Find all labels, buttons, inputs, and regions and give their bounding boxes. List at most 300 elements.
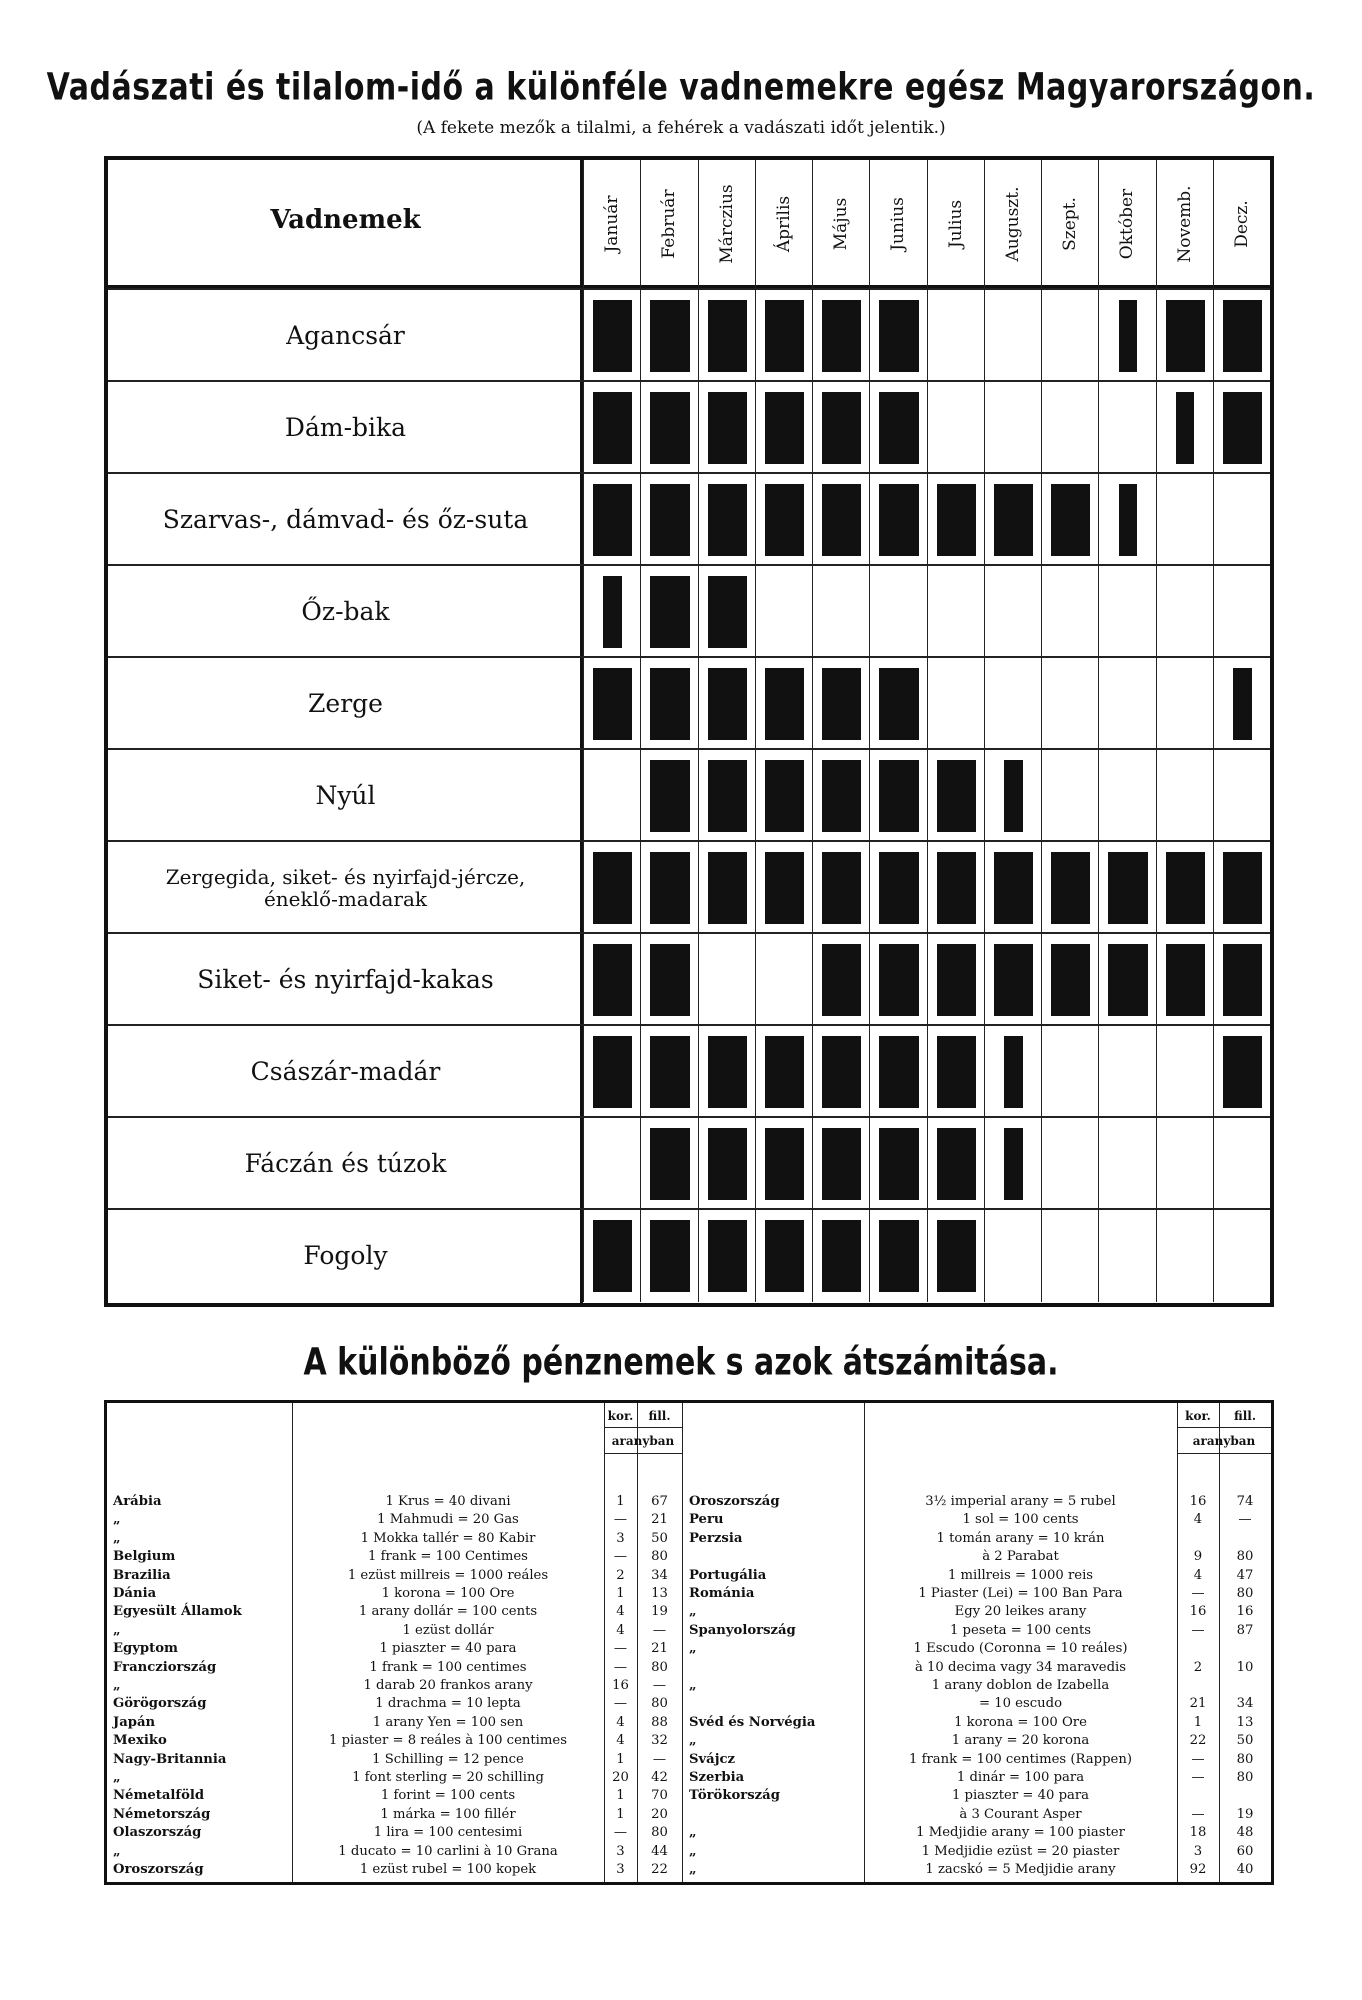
currency-country: Svájcz (689, 1751, 736, 1767)
currency-country: Belgium (113, 1549, 176, 1565)
month-cell (984, 566, 1041, 658)
currency-country: „ (689, 1825, 697, 1841)
page-subtitle: (A fekete mezők a tilalmi, a fehérek a vadászati időt jelentik.) (416, 118, 946, 138)
currency-kor-value: 20 (612, 1770, 629, 1785)
closed-season-mark (593, 668, 632, 740)
currency-description: 1 frank = 100 centimes (Rappen) (909, 1751, 1132, 1767)
closed-season-mark (994, 852, 1033, 924)
currency-country: „ (113, 1770, 121, 1785)
month-cell (927, 1026, 984, 1118)
currency-fill-value: 80 (1236, 1751, 1254, 1767)
month-header (1041, 160, 1098, 288)
month-cell (1156, 1026, 1213, 1118)
month-cell (1213, 382, 1270, 474)
currency-description: 1 forint = 100 cents (380, 1788, 516, 1804)
closed-season-mark (879, 300, 918, 372)
currency-description: 1 ezüst millreis = 1000 reáles (347, 1567, 549, 1583)
species-name: Őz-bak (301, 597, 390, 626)
closed-season-mark (937, 1036, 976, 1108)
month-cell (583, 382, 640, 474)
currency-country: „ (113, 1678, 121, 1693)
closed-season-mark (593, 1036, 632, 1108)
month-cell (869, 842, 926, 934)
month-cell (755, 1118, 812, 1210)
month-cell (698, 1026, 755, 1118)
currency-kor-value: — (613, 1549, 628, 1565)
currency-fill-value: 20 (651, 1806, 668, 1822)
closed-season-mark (708, 668, 747, 740)
currency-kor-value: 4 (616, 1714, 625, 1730)
month-header (927, 160, 984, 288)
currency-kor-value: 2 (616, 1567, 625, 1583)
currency-kor-value: 4 (616, 1622, 625, 1638)
closed-season-mark (765, 1128, 804, 1200)
month-header (1213, 160, 1270, 288)
currency-description: 1 arany Yen = 100 sen (372, 1714, 524, 1730)
currency-title: A különböző pénznemek s azok átszámitása. (303, 1340, 1059, 1385)
month-cell (927, 934, 984, 1026)
species-name-line: Zergegida, siket- és nyirfajd-jércze, (165, 865, 526, 889)
closed-season-mark (994, 944, 1033, 1016)
closed-season-mark (1176, 392, 1194, 464)
month-cell (984, 658, 1041, 750)
month-cell (755, 382, 812, 474)
currency-fill-value: 40 (1236, 1862, 1254, 1877)
month-header (812, 160, 869, 288)
currency-fill-value: 80 (651, 1549, 668, 1565)
currency-kor-value: — (613, 1825, 628, 1841)
month-cell (755, 934, 812, 1026)
month-cell (1098, 566, 1155, 658)
currency-kor-value: 16 (612, 1678, 629, 1693)
month-cell (640, 658, 697, 750)
currency-kor-value: 3 (616, 1530, 625, 1546)
month-cell (812, 474, 869, 566)
month-cell (984, 290, 1041, 382)
month-cell (698, 934, 755, 1026)
closed-season-mark (1166, 300, 1205, 372)
month-cell (927, 1210, 984, 1302)
currency-country: Mexiko (113, 1733, 167, 1749)
month-cell (1041, 658, 1098, 750)
closed-season-mark (593, 300, 632, 372)
month-label: Novemb. (1174, 185, 1195, 263)
species-column-header: Vadnemek (270, 205, 421, 235)
month-cell (583, 934, 640, 1026)
currency-fill-value: 19 (1236, 1806, 1254, 1822)
month-cell (869, 474, 926, 566)
currency-country: Egyesült Államok (113, 1604, 242, 1620)
closed-season-mark (765, 760, 804, 832)
species-name: Dám-bika (284, 413, 407, 442)
month-cell (1156, 842, 1213, 934)
month-cell (1041, 1118, 1098, 1210)
species-row (108, 656, 1270, 748)
month-cell (984, 842, 1041, 934)
month-cell (984, 1210, 1041, 1302)
currency-table (104, 1400, 1274, 1885)
closed-season-mark (593, 1220, 632, 1292)
month-cell (1156, 750, 1213, 842)
closed-season-mark (1223, 300, 1262, 372)
currency-country: Perzsia (689, 1530, 743, 1546)
month-cell (755, 658, 812, 750)
closed-season-mark (937, 484, 976, 556)
month-cell (927, 382, 984, 474)
closed-season-mark (822, 760, 861, 832)
closed-season-mark (650, 944, 689, 1016)
month-cell (927, 842, 984, 934)
month-cell (984, 1118, 1041, 1210)
month-cell (1098, 934, 1155, 1026)
month-cell (640, 474, 697, 566)
closed-season-mark (879, 1036, 918, 1108)
month-cell (812, 934, 869, 1026)
currency-fill-value: 80 (651, 1825, 668, 1841)
currency-country: Görögország (113, 1696, 207, 1712)
month-label: Szept. (1060, 197, 1081, 251)
month-cell (755, 1210, 812, 1302)
month-cell (1213, 566, 1270, 658)
closed-season-mark (1233, 668, 1251, 740)
month-header (755, 160, 812, 288)
month-header (1098, 160, 1155, 288)
currency-country: Francziország (113, 1659, 217, 1675)
month-cell (869, 566, 926, 658)
month-cell (927, 658, 984, 750)
currency-description: à 10 decima vagy 34 maravedis (914, 1659, 1127, 1675)
month-cell (1213, 474, 1270, 566)
closed-season-mark (1166, 944, 1205, 1016)
month-header (640, 160, 697, 288)
closed-season-mark (708, 852, 747, 924)
currency-description: 1 piaster = 8 reáles à 100 centimes (329, 1733, 567, 1749)
month-cell (583, 1118, 640, 1210)
currency-description: 1 frank = 100 centimes (369, 1659, 527, 1675)
currency-description: 1 sol = 100 cents (962, 1512, 1079, 1528)
currency-fill-value: 16 (1236, 1604, 1254, 1620)
month-cell (927, 750, 984, 842)
kor-header: kor. (1185, 1409, 1211, 1423)
month-cell (1098, 1210, 1155, 1302)
month-cell (755, 474, 812, 566)
currency-description: 1 piaszter = 40 para (379, 1641, 517, 1657)
closed-season-mark (650, 1220, 689, 1292)
month-label: Február (659, 189, 680, 259)
species-row (108, 288, 1270, 380)
currency-fill-value: 80 (651, 1696, 668, 1712)
currency-country: Olaszország (113, 1825, 202, 1841)
closed-season-mark (765, 1220, 804, 1292)
month-cell (1098, 290, 1155, 382)
closed-season-mark (593, 852, 632, 924)
currency-country: „ (689, 1862, 697, 1877)
month-cell (698, 474, 755, 566)
month-cell (583, 1026, 640, 1118)
currency-kor-value: 3 (1193, 1843, 1203, 1859)
header-divider (604, 1453, 682, 1454)
species-name: Zerge (308, 689, 383, 718)
species-name: Fáczán és túzok (244, 1149, 447, 1178)
currency-kor-value: — (613, 1696, 628, 1712)
currency-country: „ (113, 1530, 121, 1546)
closed-season-mark (937, 760, 976, 832)
closed-season-mark (650, 852, 689, 924)
currency-country: Japán (113, 1714, 156, 1730)
month-cell (755, 750, 812, 842)
species-name: Siket- és nyirfajd-kakas (197, 965, 494, 994)
month-cell (1098, 750, 1155, 842)
currency-country: „ (689, 1604, 697, 1620)
closed-season-mark (822, 668, 861, 740)
month-cell (812, 750, 869, 842)
closed-season-mark (1223, 1036, 1262, 1108)
fill-header: fill. (648, 1409, 671, 1423)
currency-kor-value: 1 (616, 1586, 625, 1601)
currency-description: 1 Medjidie arany = 100 piaster (916, 1825, 1125, 1841)
currency-kor-value: 22 (1189, 1733, 1207, 1749)
currency-fill-value: 13 (651, 1586, 668, 1601)
month-cell (698, 382, 755, 474)
month-cell (1041, 290, 1098, 382)
month-cell (1041, 382, 1098, 474)
currency-kor-value: 18 (1189, 1825, 1207, 1841)
species-row (108, 564, 1270, 656)
currency-kor-value: 2 (1193, 1659, 1203, 1675)
currency-kor-value: 16 (1189, 1494, 1207, 1509)
currency-fill-value: 42 (651, 1770, 668, 1785)
currency-country: Dánia (113, 1586, 157, 1601)
month-cell (869, 1026, 926, 1118)
closed-season-mark (1119, 484, 1137, 556)
currency-country: Spanyolország (689, 1622, 796, 1638)
month-cell (640, 934, 697, 1026)
closed-season-mark (765, 300, 804, 372)
month-cell (1213, 1118, 1270, 1210)
currency-country: Egyptom (113, 1641, 178, 1657)
month-header (984, 160, 1041, 288)
month-cell (640, 750, 697, 842)
month-header (583, 160, 640, 288)
species-row (108, 1208, 1270, 1300)
month-cell (869, 934, 926, 1026)
currency-fill-value: 21 (651, 1641, 668, 1657)
closed-season-mark (765, 484, 804, 556)
currency-fill-value: 13 (1236, 1714, 1254, 1730)
month-cell (698, 750, 755, 842)
currency-kor-value: 3 (616, 1862, 625, 1877)
closed-season-mark (708, 1036, 747, 1108)
month-cell (1156, 474, 1213, 566)
currency-fill-value: 80 (1236, 1770, 1254, 1785)
currency-description: 1 Medjidie ezüst = 20 piaster (921, 1843, 1120, 1859)
month-cell (812, 842, 869, 934)
currency-country: „ (689, 1843, 697, 1859)
species-row (108, 932, 1270, 1024)
month-cell (869, 382, 926, 474)
page-title: Vadászati és tilalom-idő a különféle vadnemekre egész Magyarországon. (46, 65, 1316, 110)
aranyban-header: aranyban (611, 1434, 675, 1448)
currency-description: à 3 Courant Asper (959, 1806, 1082, 1822)
month-cell (1213, 934, 1270, 1026)
closed-season-mark (879, 1128, 918, 1200)
closed-season-mark (822, 1220, 861, 1292)
currency-description: 1 Mokka tallér = 80 Kabir (360, 1530, 536, 1546)
currency-country: „ (689, 1641, 697, 1657)
aranyban-header: aranyban (1192, 1434, 1256, 1448)
closed-season-mark (650, 1128, 689, 1200)
month-cell (1041, 750, 1098, 842)
closed-season-mark (593, 484, 632, 556)
month-label: Junius (888, 197, 909, 251)
header-divider (1177, 1453, 1271, 1454)
month-cell (812, 566, 869, 658)
currency-country: „ (113, 1843, 121, 1859)
closed-season-mark (879, 760, 918, 832)
currency-description: 1 Piaster (Lei) = 100 Ban Para (918, 1586, 1123, 1601)
currency-description: Egy 20 leikes arany (954, 1604, 1087, 1620)
species-row (108, 380, 1270, 472)
currency-fill-value: 19 (651, 1604, 668, 1620)
month-cell (869, 750, 926, 842)
closed-season-mark (822, 852, 861, 924)
currency-description: 1 márka = 100 fillér (380, 1806, 516, 1822)
month-cell (812, 290, 869, 382)
currency-kor-value: — (613, 1659, 628, 1675)
closed-season-mark (765, 1036, 804, 1108)
currency-kor-value: 3 (616, 1843, 625, 1859)
month-cell (583, 1210, 640, 1302)
currency-country: Szerbia (689, 1770, 745, 1785)
currency-kor-value: 1 (616, 1806, 625, 1822)
month-cell (984, 382, 1041, 474)
month-cell (1156, 566, 1213, 658)
species-row (108, 840, 1270, 932)
month-cell (583, 750, 640, 842)
currency-kor-value: 1 (1193, 1714, 1203, 1730)
species-row (108, 472, 1270, 564)
month-cell (927, 1118, 984, 1210)
month-label: Május (831, 197, 852, 251)
month-cell (1156, 934, 1213, 1026)
closed-season-mark (1004, 760, 1022, 832)
currency-description: 1 arany dollár = 100 cents (358, 1604, 538, 1620)
currency-fill-value: — (1238, 1512, 1252, 1528)
species-row (108, 1116, 1270, 1208)
month-cell (698, 842, 755, 934)
species-row (108, 1024, 1270, 1116)
currency-fill-value: 87 (1236, 1622, 1254, 1638)
currency-description: 1 Escudo (Coronna = 10 reáles) (913, 1641, 1128, 1657)
month-cell (755, 842, 812, 934)
closed-season-mark (650, 760, 689, 832)
currency-country: Brazilia (113, 1567, 171, 1583)
currency-fill-value: 32 (651, 1733, 668, 1749)
closed-season-mark (1051, 944, 1090, 1016)
month-cell (812, 382, 869, 474)
currency-country: „ (113, 1512, 121, 1528)
currency-fill-value: 67 (651, 1494, 668, 1509)
closed-season-mark (879, 944, 918, 1016)
closed-season-mark (593, 392, 632, 464)
closed-season-mark (765, 668, 804, 740)
species-name: Agancsár (286, 321, 405, 350)
closed-season-mark (937, 1220, 976, 1292)
currency-description: 1 font sterling = 20 schilling (352, 1770, 544, 1785)
currency-fill-value: 44 (651, 1843, 668, 1859)
currency-description: = 10 escudo (978, 1696, 1063, 1712)
currency-kor-value: 92 (1189, 1862, 1207, 1877)
currency-country: „ (113, 1622, 121, 1638)
currency-description: 1 korona = 100 Ore (954, 1714, 1087, 1730)
month-cell (1098, 382, 1155, 474)
month-cell (1041, 566, 1098, 658)
month-cell (1156, 658, 1213, 750)
month-label: Április (773, 195, 794, 253)
currency-kor-value: 21 (1189, 1696, 1207, 1712)
currency-fill-value: 48 (1236, 1825, 1254, 1841)
closed-season-mark (708, 1220, 747, 1292)
currency-fill-value: 34 (1236, 1696, 1254, 1712)
currency-kor-value: — (1191, 1751, 1205, 1767)
month-cell (698, 566, 755, 658)
month-cell (869, 1210, 926, 1302)
month-cell (1041, 934, 1098, 1026)
currency-description: 1 arany = 20 korona (951, 1733, 1090, 1749)
closed-season-mark (603, 576, 621, 648)
currency-country: „ (689, 1733, 697, 1749)
month-cell (1213, 290, 1270, 382)
header-divider (1177, 1427, 1271, 1428)
month-cell (1041, 1210, 1098, 1302)
currency-country: Nagy-Britannia (113, 1751, 227, 1767)
month-cell (640, 382, 697, 474)
currency-description: 1 arany doblon de Izabella (931, 1678, 1110, 1693)
closed-season-mark (937, 1128, 976, 1200)
currency-kor-value: 9 (1193, 1549, 1203, 1565)
month-cell (698, 1118, 755, 1210)
currency-fill-value: 22 (651, 1862, 668, 1877)
currency-country: Svéd és Norvégia (689, 1714, 816, 1730)
currency-description: 1 ezüst rubel = 100 kopek (359, 1862, 537, 1877)
closed-season-mark (879, 392, 918, 464)
month-cell (1098, 658, 1155, 750)
currency-country: Oroszország (113, 1862, 204, 1877)
currency-description: 1 Krus = 40 divani (385, 1494, 511, 1509)
closed-season-mark (650, 668, 689, 740)
month-cell (927, 566, 984, 658)
currency-fill-value: 47 (1236, 1567, 1254, 1583)
month-cell (812, 1210, 869, 1302)
month-cell (869, 658, 926, 750)
currency-country: Oroszország (689, 1494, 780, 1509)
currency-kor-value: 4 (616, 1733, 625, 1749)
currency-description: 1 Schilling = 12 pence (372, 1751, 524, 1767)
month-cell (984, 750, 1041, 842)
currency-fill-value: 88 (651, 1714, 668, 1730)
closed-season-mark (1108, 944, 1147, 1016)
closed-season-mark (879, 484, 918, 556)
month-cell (1041, 842, 1098, 934)
month-cell (1213, 750, 1270, 842)
currency-kor-value: — (1191, 1586, 1205, 1601)
currency-description: 1 peseta = 100 cents (949, 1622, 1092, 1638)
closed-season-mark (708, 392, 747, 464)
month-header (1156, 160, 1213, 288)
closed-season-mark (1223, 392, 1262, 464)
month-cell (1156, 290, 1213, 382)
month-cell (640, 1026, 697, 1118)
